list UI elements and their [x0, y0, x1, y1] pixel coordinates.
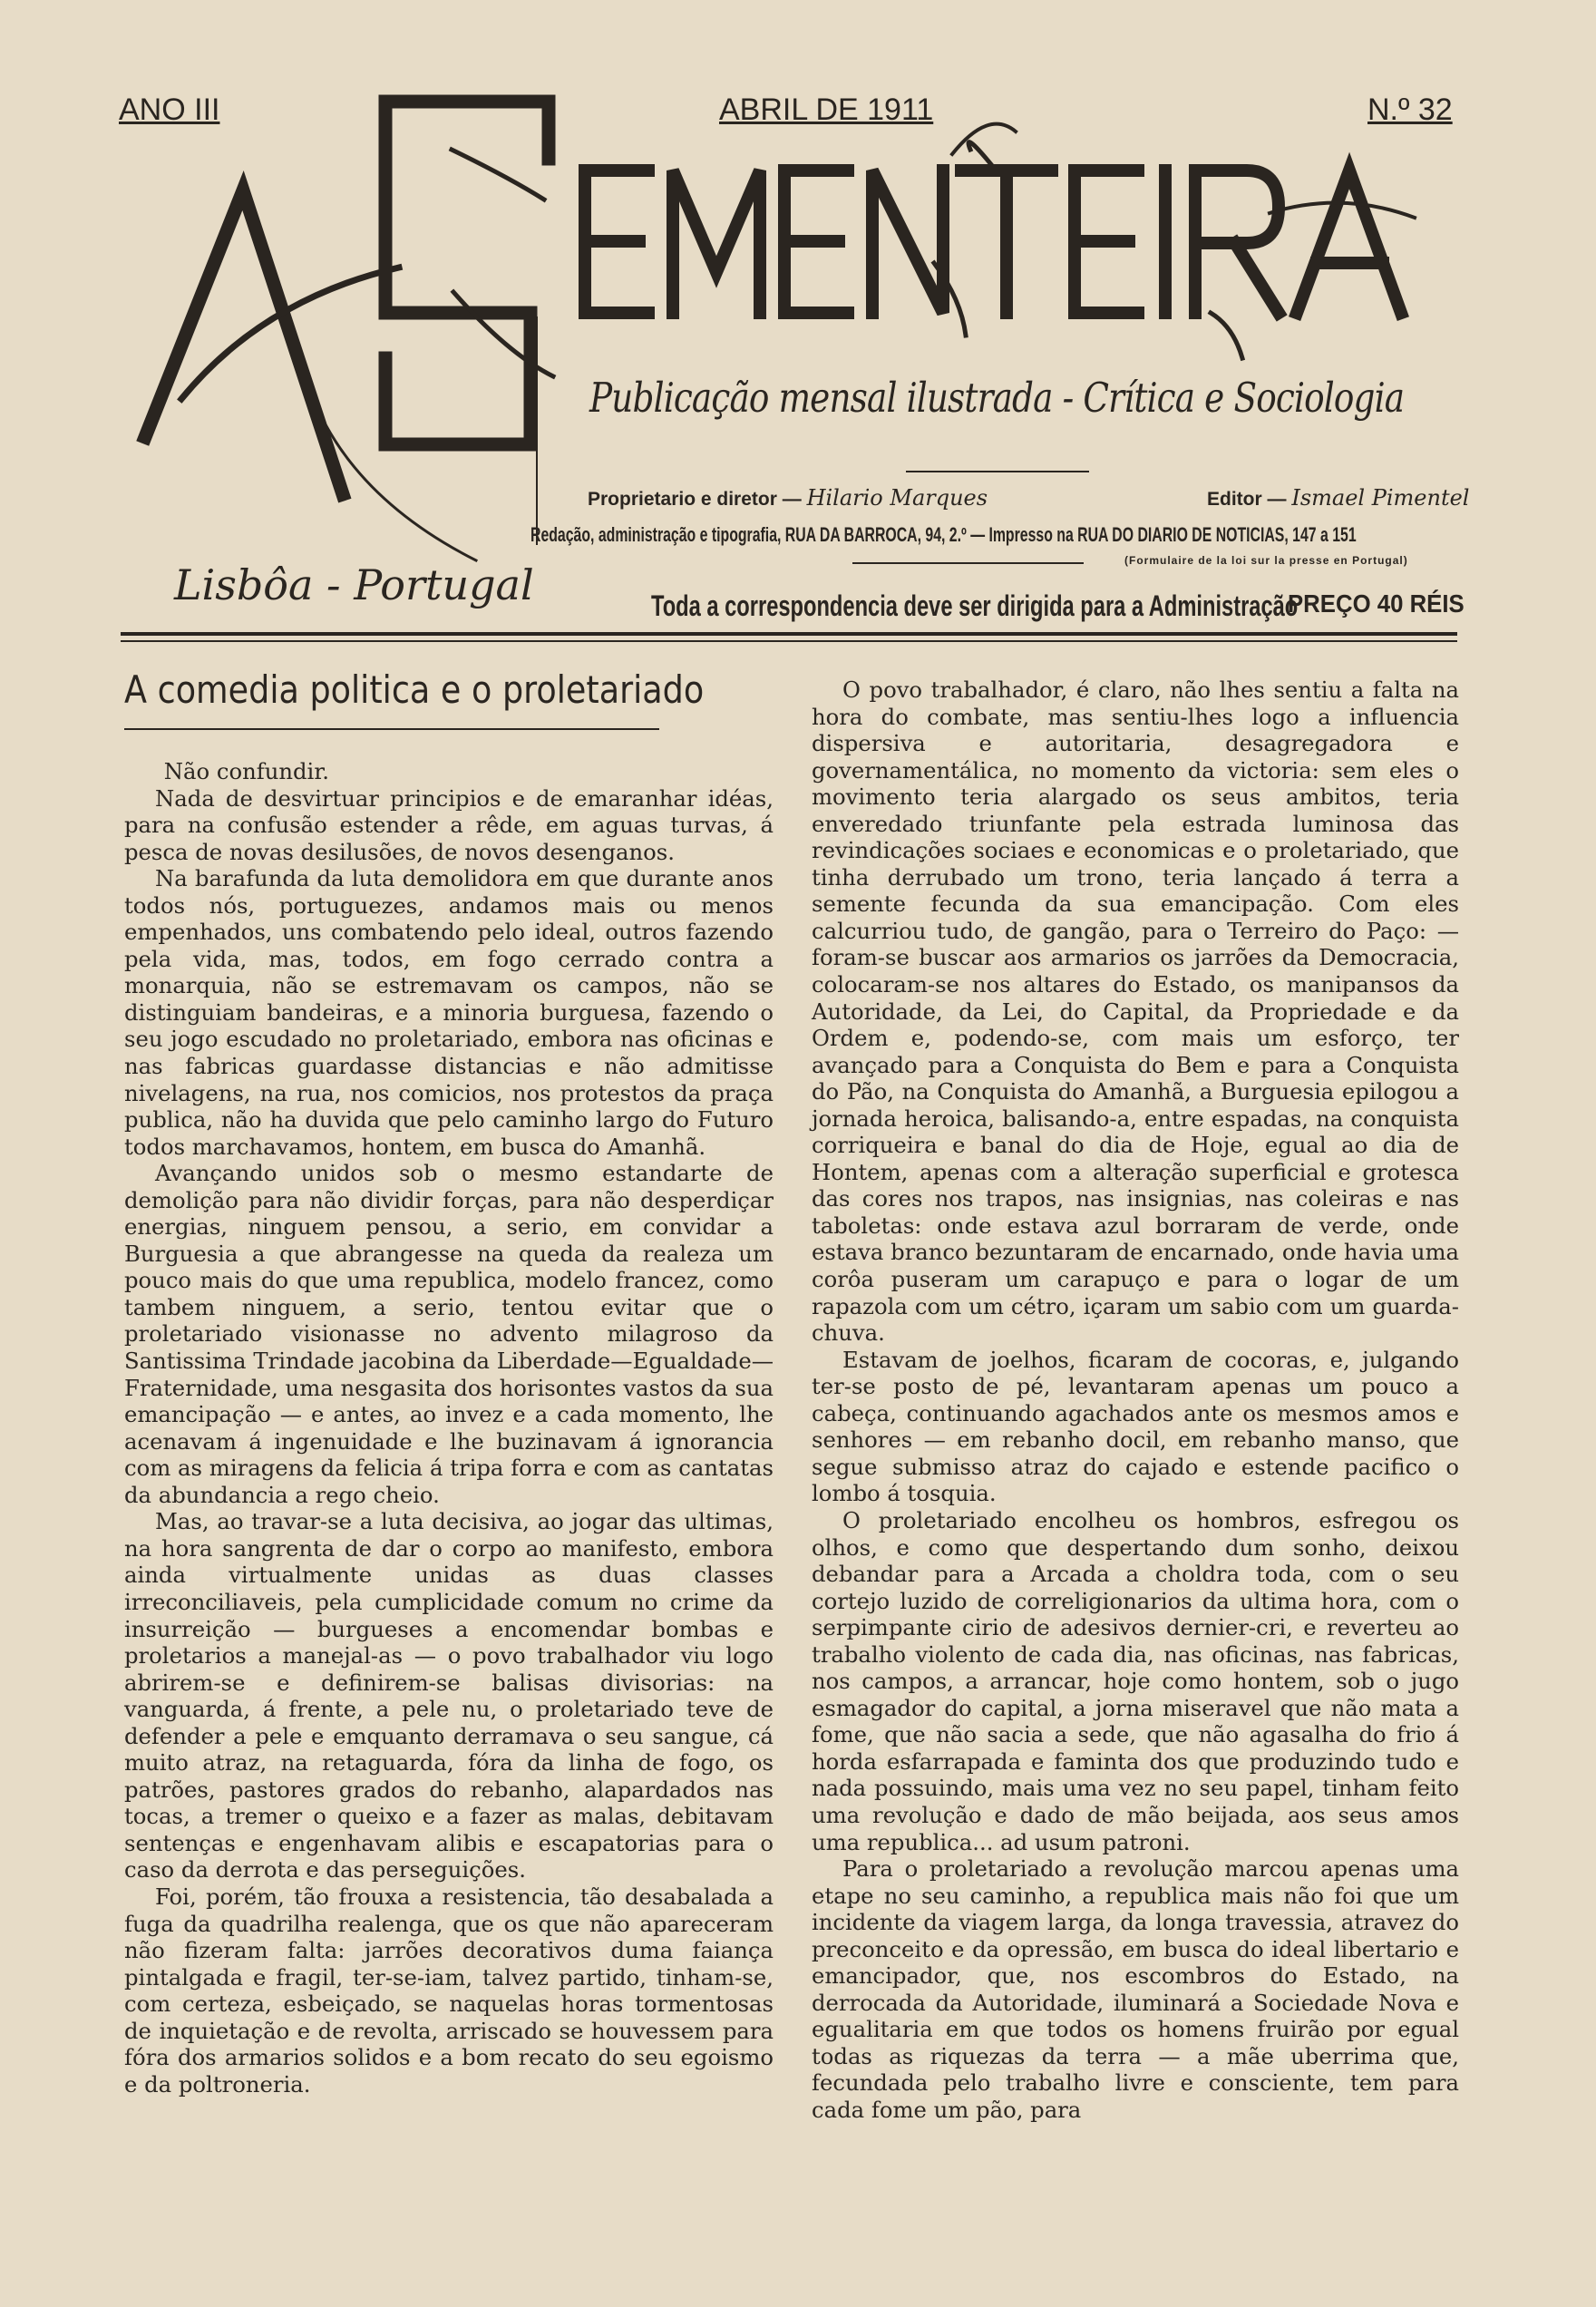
article-column-2 — [812, 677, 1459, 2124]
owner-label: Proprietario e diretor — — [588, 489, 802, 510]
paragraph: O povo trabalhador, é claro, não lhes sentiu a falta na hora do combate, mas sentiu-lhes logo a influencia dispersiva e autoritaria, desagregadora e governamentálica, no momento da victoria: sem eles o movimento teria alargado os seus ambitos, teria enveredado triunfante pela estrada luminosa das revindicações sociaes e economicas e o proletariado, que tinha derrubado um trono, teria lançado á terra a semente fecunda da sua emancipação. Com eles calcurriou tudo, de gangão, para o Terreiro do Paço: — foram-se buscar aos armarios os jarrões da Democracia, colocaram-se nos altares do Estado, os manipansos da Autoridade, da Lei, do Capital, da Propriedade e da Ordem e, podendo-se, com mais um esforço, ter avançado para a Conquista do Bem e para a Conquista do Pão, na Conquista do Amanhã, a Burguesia epilogou a jornada heroica, balisando-a, entre espadas, na conquista corriqueira e banal do dia de Hoje, egual ao dia de Hontem, apenas com a alteração superficial e grotesca das cores nos trapos, nas insignias, nas coleiras e nas taboletas: onde estava azul borraram de verde, onde estava branco bezuntaram de encarnado, onde havia uma corôa puseram um carapuço e para o logar de um rapazola com um cétro, içaram um sabio com um guarda-chuva. — [812, 677, 1459, 1347]
editor-name: Ismael Pimentel — [1291, 485, 1470, 511]
paragraph: Para o proletariado a revolução marcou apenas uma etape no seu caminho, a republica mais não foi que um incidente da viagem larga, da longa travessia, atravez do preconceito e da opressão, em busca do ideal libertario e emancipador, que, nos escombros do Estado, na derrocada da Autoridade, iluminará a Sociedade Nova e egualitaria em que todos os homens fruirão por egual todas as riquezas da terra — a mãe uberrima que, fecundada pelo trabalho livre e consciente, tem para cada fome um pão, para — [812, 1855, 1459, 2123]
editor-label: Editor — — [1207, 489, 1287, 510]
paragraph: Foi, porém, tão frouxa a resistencia, tão desabalada a fuga da quadrilha realenga, que os que não apareceram não fizeram falta: jarrões decorativos duma faiança pintalgada e fragil, ter-se-iam, talvez partido, tinham-se, com certeza, esbeiçado, se naquelas horas tormentosas de inquietação e de revolta, arriscado se houvessem para fóra dos armarios solidos e a bom recato do seu egoismo e da poltroneria. — [124, 1883, 774, 2098]
owner-name: Hilario Marques — [806, 485, 988, 511]
address-line: Redação, administração e tipografia, RUA DA BARROCA, 94, 2.º — Impresso na RUA DO DIARIO DE NOTICIAS, 147 a 151 — [530, 523, 1357, 546]
paragraph: Avançando unidos sob o mesmo estandarte de demolição para não dividir forças, para não desperdiçar energias, ninguem pensou, a serio, em convidar a Burguesia a que abrangesse na queda da realeza um pouco mais do que uma republica, modelo francez, como tambem ninguem, a serio, tentou evitar que o proletariado visionasse no advento milagroso da Santissima Trindade jacobina da Liberdade—Egualdade—Fraternidade, uma nesgasita dos horisontes vastos da sua emancipação — e antes, ao invez e a cada momento, lhe acenavam á ingenuidade e lhe buzinavam á ignorancia com as miragens da felicia á tripa forra e com as cantatas da abundancia a rego cheio. — [124, 1160, 774, 1508]
rule-small — [852, 562, 1084, 564]
subtitle: Publicação mensal ilustrada - Crítica e Sociologia — [589, 374, 1405, 422]
paragraph: Não confundir. — [163, 758, 329, 784]
paragraph: Estavam de joelhos, ficaram de cocoras, e, julgando ter-se posto de pé, levantaram apenas um pouco a cabeça, continuando agachados ante os mesmos amos e senhores — em rebanho docil, em rebanho manso, que segue submisso atraz do cajado e estende pacifico o lombo á tosquia. — [812, 1346, 1459, 1507]
masthead-rule-top — [121, 632, 1457, 636]
paragraph: O proletariado encolheu os hombros, esfregou os olhos, e como que despertando dum sonho, deixou debandar para a Arcada a choldra toda, com o seu cortejo luzido de correligionarios da ultima hora, com o serpimpante cirio de adesivos dernier-cri, e reverteu ao trabalho violento de cada dia, nas oficinas, nas fabricas, nos campos, a arrancar, hoje como hontem, sob o jugo esmagador do capital, a jorna miseravel que não mata a fome, que não sacia a sede, que não agasalha do frio á horda esfarrapada e faminta dos que produzindo tudo e nada possuindo, mais uma vez no seu papel, tinham feito uma revolução e dado de mão beijada, aos seus amos uma republica... ad usum patroni. — [812, 1506, 1459, 1855]
paragraph: Na barafunda da luta demolidora em que durante anos todos nós, portuguezes, andamos mais ou menos empenhados, uns combatendo pelo ideal, outros fazendo pela vida, mas, todos, em fogo cerrado contra a monarquia, não se estremavam os campos, não se distinguiam bandeiras, e a minoria burguesa, fazendo o seu jogo escudado no proletariado, embora nas oficinas e nas fabricas guardasse distancias e não admitisse nivelagens, na rua, nos comicios, nos protestos da praça publica, não ha duvida que pelo caminho largo do Futuro todos marchavamos, hontem, em busca do Amanhã. — [124, 865, 774, 1160]
paragraph: Mas, ao travar-se a luta decisiva, ao jogar das ultimas, na hora sangrenta de dar o corpo ao manifesto, embora ainda virtualmente unidas as duas classes irreconciliaveis, pela cumplicidade comum no crime da insurreição — burgueses a encomendar bombas e proletarios a manejal-as — o povo trabalhador viu logo abrirem-se e definirem-se balisas divisorias: na vanguarda, á frente, a pele nu, o proletariado teve de defender a pele e emquanto derramava o seu sangue, cá muito atraz, na retaguarda, fóra da linha de fogo, os patrões, pastores grados do rebanho, alapardados nas tocas, a tremer o queixo e a fazer as malas, debitavam sentenças e engenhavam alibis e escapatorias para o caso da derrota e das perseguições. — [124, 1508, 774, 1884]
owner-line — [588, 485, 988, 511]
editor-line — [1207, 485, 1469, 511]
masthead-rule-bottom — [121, 640, 1457, 642]
paragraph: Nada de desvirtuar principios e de emaranhar idéas, para na confusão estender a rêde, em aguas turvas, á pesca de novas desilusões, de novos desenganos. — [124, 784, 774, 865]
title-underline — [124, 728, 659, 730]
article-title: A comedia politica e o proletariado — [124, 667, 705, 712]
place-label: Lisbôa - Portugal — [174, 560, 534, 609]
correspondence-note: Toda a correspondencia deve ser dirigida para a Administração — [651, 589, 1299, 622]
article-column-1 — [124, 758, 774, 2098]
date-label: ABRIL DE 1911 — [719, 92, 934, 127]
year-label: ANO III — [119, 92, 220, 127]
legal-note: (Formulaire de la loi sur la presse en Portugal) — [1124, 554, 1408, 567]
price-label: PREÇO 40 RÉIS — [1288, 589, 1465, 618]
issue-number: N.º 32 — [1367, 92, 1453, 127]
